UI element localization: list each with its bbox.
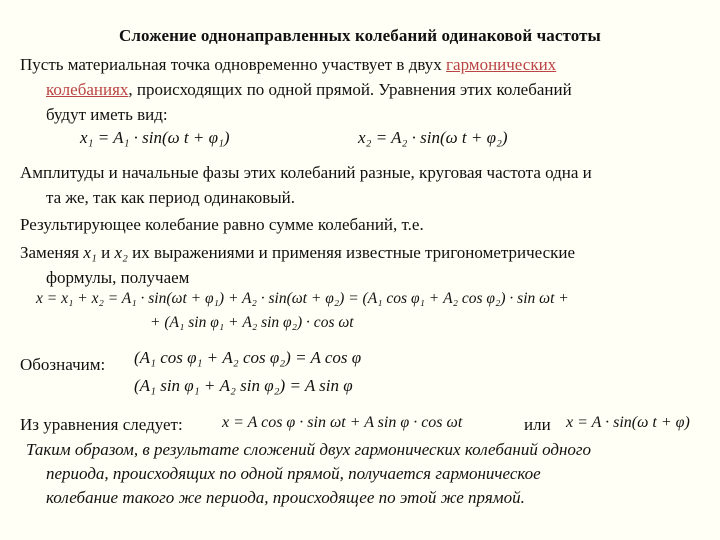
paragraph-result: Результирующее колебание равно сумме колебаний, т.е. xyxy=(20,215,424,234)
amplitudes-text-a: Амплитуды и начальные фазы этих колебаний разные, круговая частота одна и xyxy=(20,163,592,182)
amplitudes-text-b: та же, так как период одинаковый. xyxy=(46,188,295,207)
intro-text-c: будут иметь вид: xyxy=(46,105,168,124)
substitute-text-a2: и xyxy=(101,243,111,262)
conclusion-text-a: Таким образом, в результате сложений двух гармонических колебаний одного xyxy=(26,440,592,459)
intro-text-b: , происходящих по одной прямой. Уравнения этих колебаний xyxy=(128,80,572,99)
conclusion-text-b: периода, происходящих по одной прямой, получается гармоническое xyxy=(46,464,541,483)
conclusion-text-c: колебание такого же периода, происходящее по этой же прямой. xyxy=(46,488,525,507)
label-from-equation: Из уравнения следует: xyxy=(20,415,183,434)
equation-a-sin: (A₁ sin φ₁ + A₂ sin φ₂) = A sin φ xyxy=(134,376,353,395)
substitute-text-a3: их выражениями и применяя известные тригонометрические xyxy=(132,243,576,262)
substitute-text-b: формулы, получаем xyxy=(46,268,190,287)
equation-combined: x = A cos φ · sin ωt + A sin φ · cos ωt xyxy=(222,414,463,431)
equation-x1: x₁ = A₁ · sin(ω t + φ₁) xyxy=(80,128,230,147)
inline-x1: x₁ xyxy=(83,243,97,262)
paragraph-substitute xyxy=(20,240,694,290)
link-harmonic[interactable]: гармонических xyxy=(446,55,557,74)
equation-sum-line2: + (A₁ sin φ₁ + A₂ sin φ₂) · cos ωt xyxy=(150,314,354,331)
equation-sum-line1: x = x₁ + x₂ = A₁ · sin(ωt + φ₁) + A₂ · sin(ωt + φ₂) = (A₁ cos φ₁ + A₂ cos φ₂) · sin ωt + xyxy=(36,290,569,307)
label-denote: Обозначим: xyxy=(20,355,106,374)
equation-x2: x₂ = A₂ · sin(ω t + φ₂) xyxy=(358,128,508,147)
slide-title: Сложение однонаправленных колебаний одинаковой частоты xyxy=(119,26,601,45)
link-oscillations[interactable]: колебаниях xyxy=(46,80,129,99)
equation-a-cos: (A₁ cos φ₁ + A₂ cos φ₂) = A cos φ xyxy=(134,348,362,367)
inline-x2: x₂ xyxy=(114,243,128,262)
substitute-text-a1: Заменяя xyxy=(20,243,80,262)
intro-text-a: Пусть материальная точка одновременно участвует в двух xyxy=(20,55,447,74)
label-or: или xyxy=(524,415,551,434)
paragraph-amplitudes xyxy=(20,160,694,210)
paragraph-intro xyxy=(20,52,694,127)
paragraph-conclusion xyxy=(26,438,694,510)
equation-final: x = A · sin(ω t + φ) xyxy=(566,414,690,431)
